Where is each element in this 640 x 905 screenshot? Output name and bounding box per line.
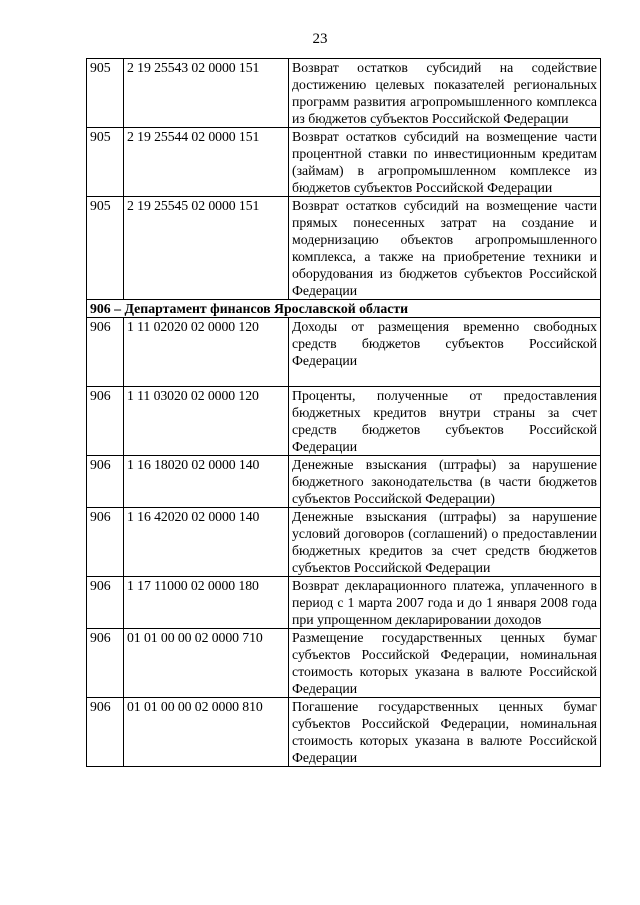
description-cell: Возврат остатков субсидий на возмещение части прямых понесенных затрат на создание и модернизацию объектов агропромышленного комплекса, а также на приобретение техники и оборудования из бюджетов субъектов Российской Федерации <box>289 197 601 300</box>
revenue-codes-table <box>86 58 601 767</box>
table-row <box>87 698 601 767</box>
table-row <box>87 318 601 387</box>
table-row <box>87 508 601 577</box>
table-row <box>87 629 601 698</box>
table-row <box>87 456 601 508</box>
description-cell: Возврат остатков субсидий на содействие достижению целевых показателей региональных программ развития агропромышленного комплекса из бюджетов субъектов Российской Федерации <box>289 59 601 128</box>
budget-code-cell: 1 16 42020 02 0000 140 <box>124 508 289 577</box>
budget-code-cell: 01 01 00 00 02 0000 710 <box>124 629 289 698</box>
table-row <box>87 197 601 300</box>
admin-code-cell: 906 <box>87 318 124 387</box>
admin-code-cell: 905 <box>87 59 124 128</box>
table-row <box>87 128 601 197</box>
budget-code-cell: 1 11 02020 02 0000 120 <box>124 318 289 387</box>
budget-code-cell: 2 19 25543 02 0000 151 <box>124 59 289 128</box>
admin-code-cell: 906 <box>87 698 124 767</box>
admin-code-cell: 906 <box>87 508 124 577</box>
section-header-row <box>87 300 601 318</box>
admin-code-cell: 905 <box>87 197 124 300</box>
description-cell: Денежные взыскания (штрафы) за нарушение бюджетного законодательства (в части бюджетов субъектов Российской Федерации) <box>289 456 601 508</box>
admin-code-cell: 905 <box>87 128 124 197</box>
budget-code-cell: 1 16 18020 02 0000 140 <box>124 456 289 508</box>
description-cell: Размещение государственных ценных бумаг субъектов Российской Федерации, номинальная стоимость которых указана в валюте Российской Федерации <box>289 629 601 698</box>
budget-code-cell: 2 19 25544 02 0000 151 <box>124 128 289 197</box>
section-header: 906 – Департамент финансов Ярославской области <box>87 300 601 318</box>
admin-code-cell: 906 <box>87 577 124 629</box>
budget-code-cell: 1 17 11000 02 0000 180 <box>124 577 289 629</box>
table-row <box>87 387 601 456</box>
description-cell: Возврат остатков субсидий на возмещение части процентной ставки по инвестиционным кредитам (займам) в агропромышленном комплексе из бюджетов субъектов Российской Федерации <box>289 128 601 197</box>
budget-code-cell: 1 11 03020 02 0000 120 <box>124 387 289 456</box>
description-cell: Проценты, полученные от предоставления бюджетных кредитов внутри страны за счет средств бюджетов субъектов Российской Федерации <box>289 387 601 456</box>
description-cell: Возврат декларационного платежа, уплаченного в период с 1 марта 2007 года и до 1 января 2008 года при упрощенном декларировании доходов <box>289 577 601 629</box>
table-row <box>87 59 601 128</box>
page-number: 23 <box>312 31 328 47</box>
admin-code-cell: 906 <box>87 456 124 508</box>
description-cell: Денежные взыскания (штрафы) за нарушение условий договоров (соглашений) о предоставлении бюджетных кредитов за счет средств бюджетов субъектов Российской Федерации <box>289 508 601 577</box>
description-cell: Погашение государственных ценных бумаг субъектов Российской Федерации, номинальная стоимость которых указана в валюте Российской Федерации <box>289 698 601 767</box>
table-row <box>87 577 601 629</box>
budget-code-cell: 2 19 25545 02 0000 151 <box>124 197 289 300</box>
budget-code-cell: 01 01 00 00 02 0000 810 <box>124 698 289 767</box>
description-cell: Доходы от размещения временно свободных средств бюджетов субъектов Российской Федерации <box>289 318 601 387</box>
admin-code-cell: 906 <box>87 387 124 456</box>
admin-code-cell: 906 <box>87 629 124 698</box>
